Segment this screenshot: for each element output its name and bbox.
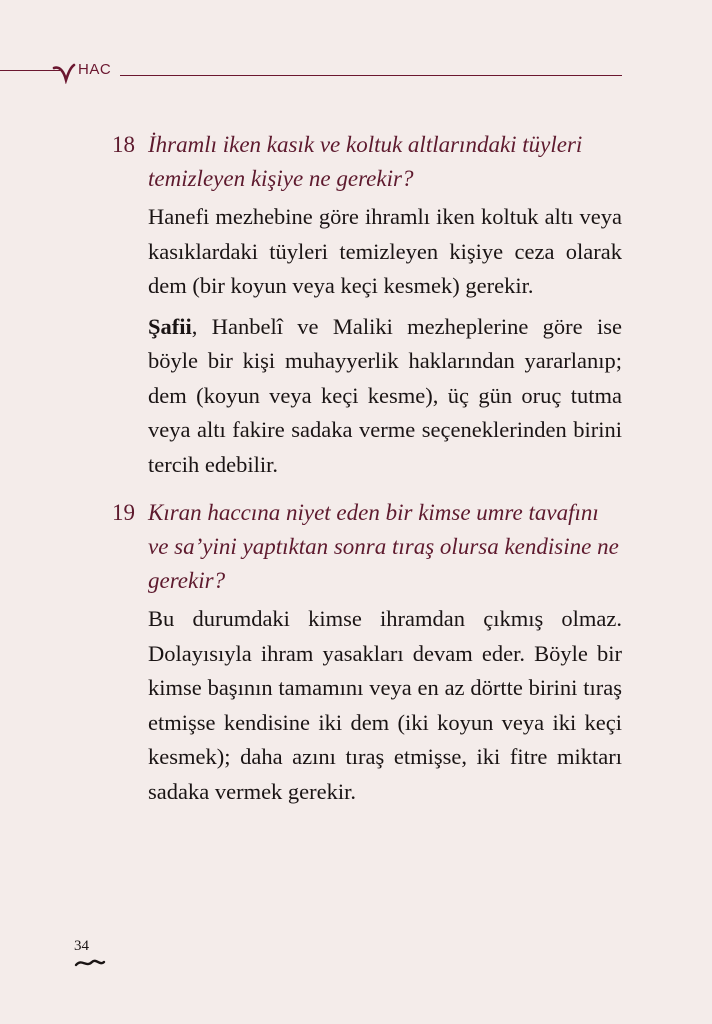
answer-text: Bu durumdaki kimse ihramdan çıkmış olmaz. Dolayısıyla ihram yasakları devam eder. Böyle bir kimse başının tamamını veya en az dörtte birini tıraş etmişse kendisine iki dem (iki koyun veya iki keçi kesmek); daha azını tıraş etmişse, iki fitre miktarı sadaka vermek gerekir. [148, 606, 622, 804]
header-rule-right [120, 75, 622, 76]
question-number: 18 [112, 132, 135, 157]
swash-ornament-icon [52, 62, 76, 84]
page-footer [74, 938, 114, 974]
question-text: İhramlı iken kasık ve koltuk altlarındaki tüyleri temizleyen kişiye ne gerekir? [148, 132, 583, 191]
wave-ornament-icon [74, 956, 106, 970]
question-heading [112, 128, 622, 196]
answer-paragraph [112, 200, 622, 304]
answer-text: Hanefi mezhebine göre ihramlı iken koltuk altı veya kasıklardaki tüyleri temizleyen kişiye ceza olarak dem (bir koyun veya keçi kesmek) gerekir. [148, 204, 622, 298]
question-block-19 [112, 496, 622, 809]
answer-paragraph [112, 602, 622, 809]
question-number: 19 [112, 500, 135, 525]
page-header [0, 58, 624, 88]
answer-lead-term: Şafii [148, 313, 192, 339]
question-heading [112, 496, 622, 598]
page-content [112, 128, 622, 823]
question-block-18 [112, 128, 622, 482]
header-rule-left [0, 70, 60, 71]
header-title: HAC [78, 61, 112, 78]
question-text: Kıran haccına niyet eden bir kimse umre tavafını ve sa’yini yaptıktan sonra tıraş olursa kendisine ne gerekir? [148, 500, 619, 593]
answer-paragraph [112, 310, 622, 483]
page-number: 34 [74, 938, 89, 954]
answer-text: , Hanbelî ve Maliki mezheplerine göre ise böyle bir kişi muhayyerlik haklarından yararlanıp; dem (koyun veya keçi kesme), üç gün oruç tutma veya altı fakire sadaka verme seçeneklerinden birini tercih edebilir. [148, 313, 622, 477]
